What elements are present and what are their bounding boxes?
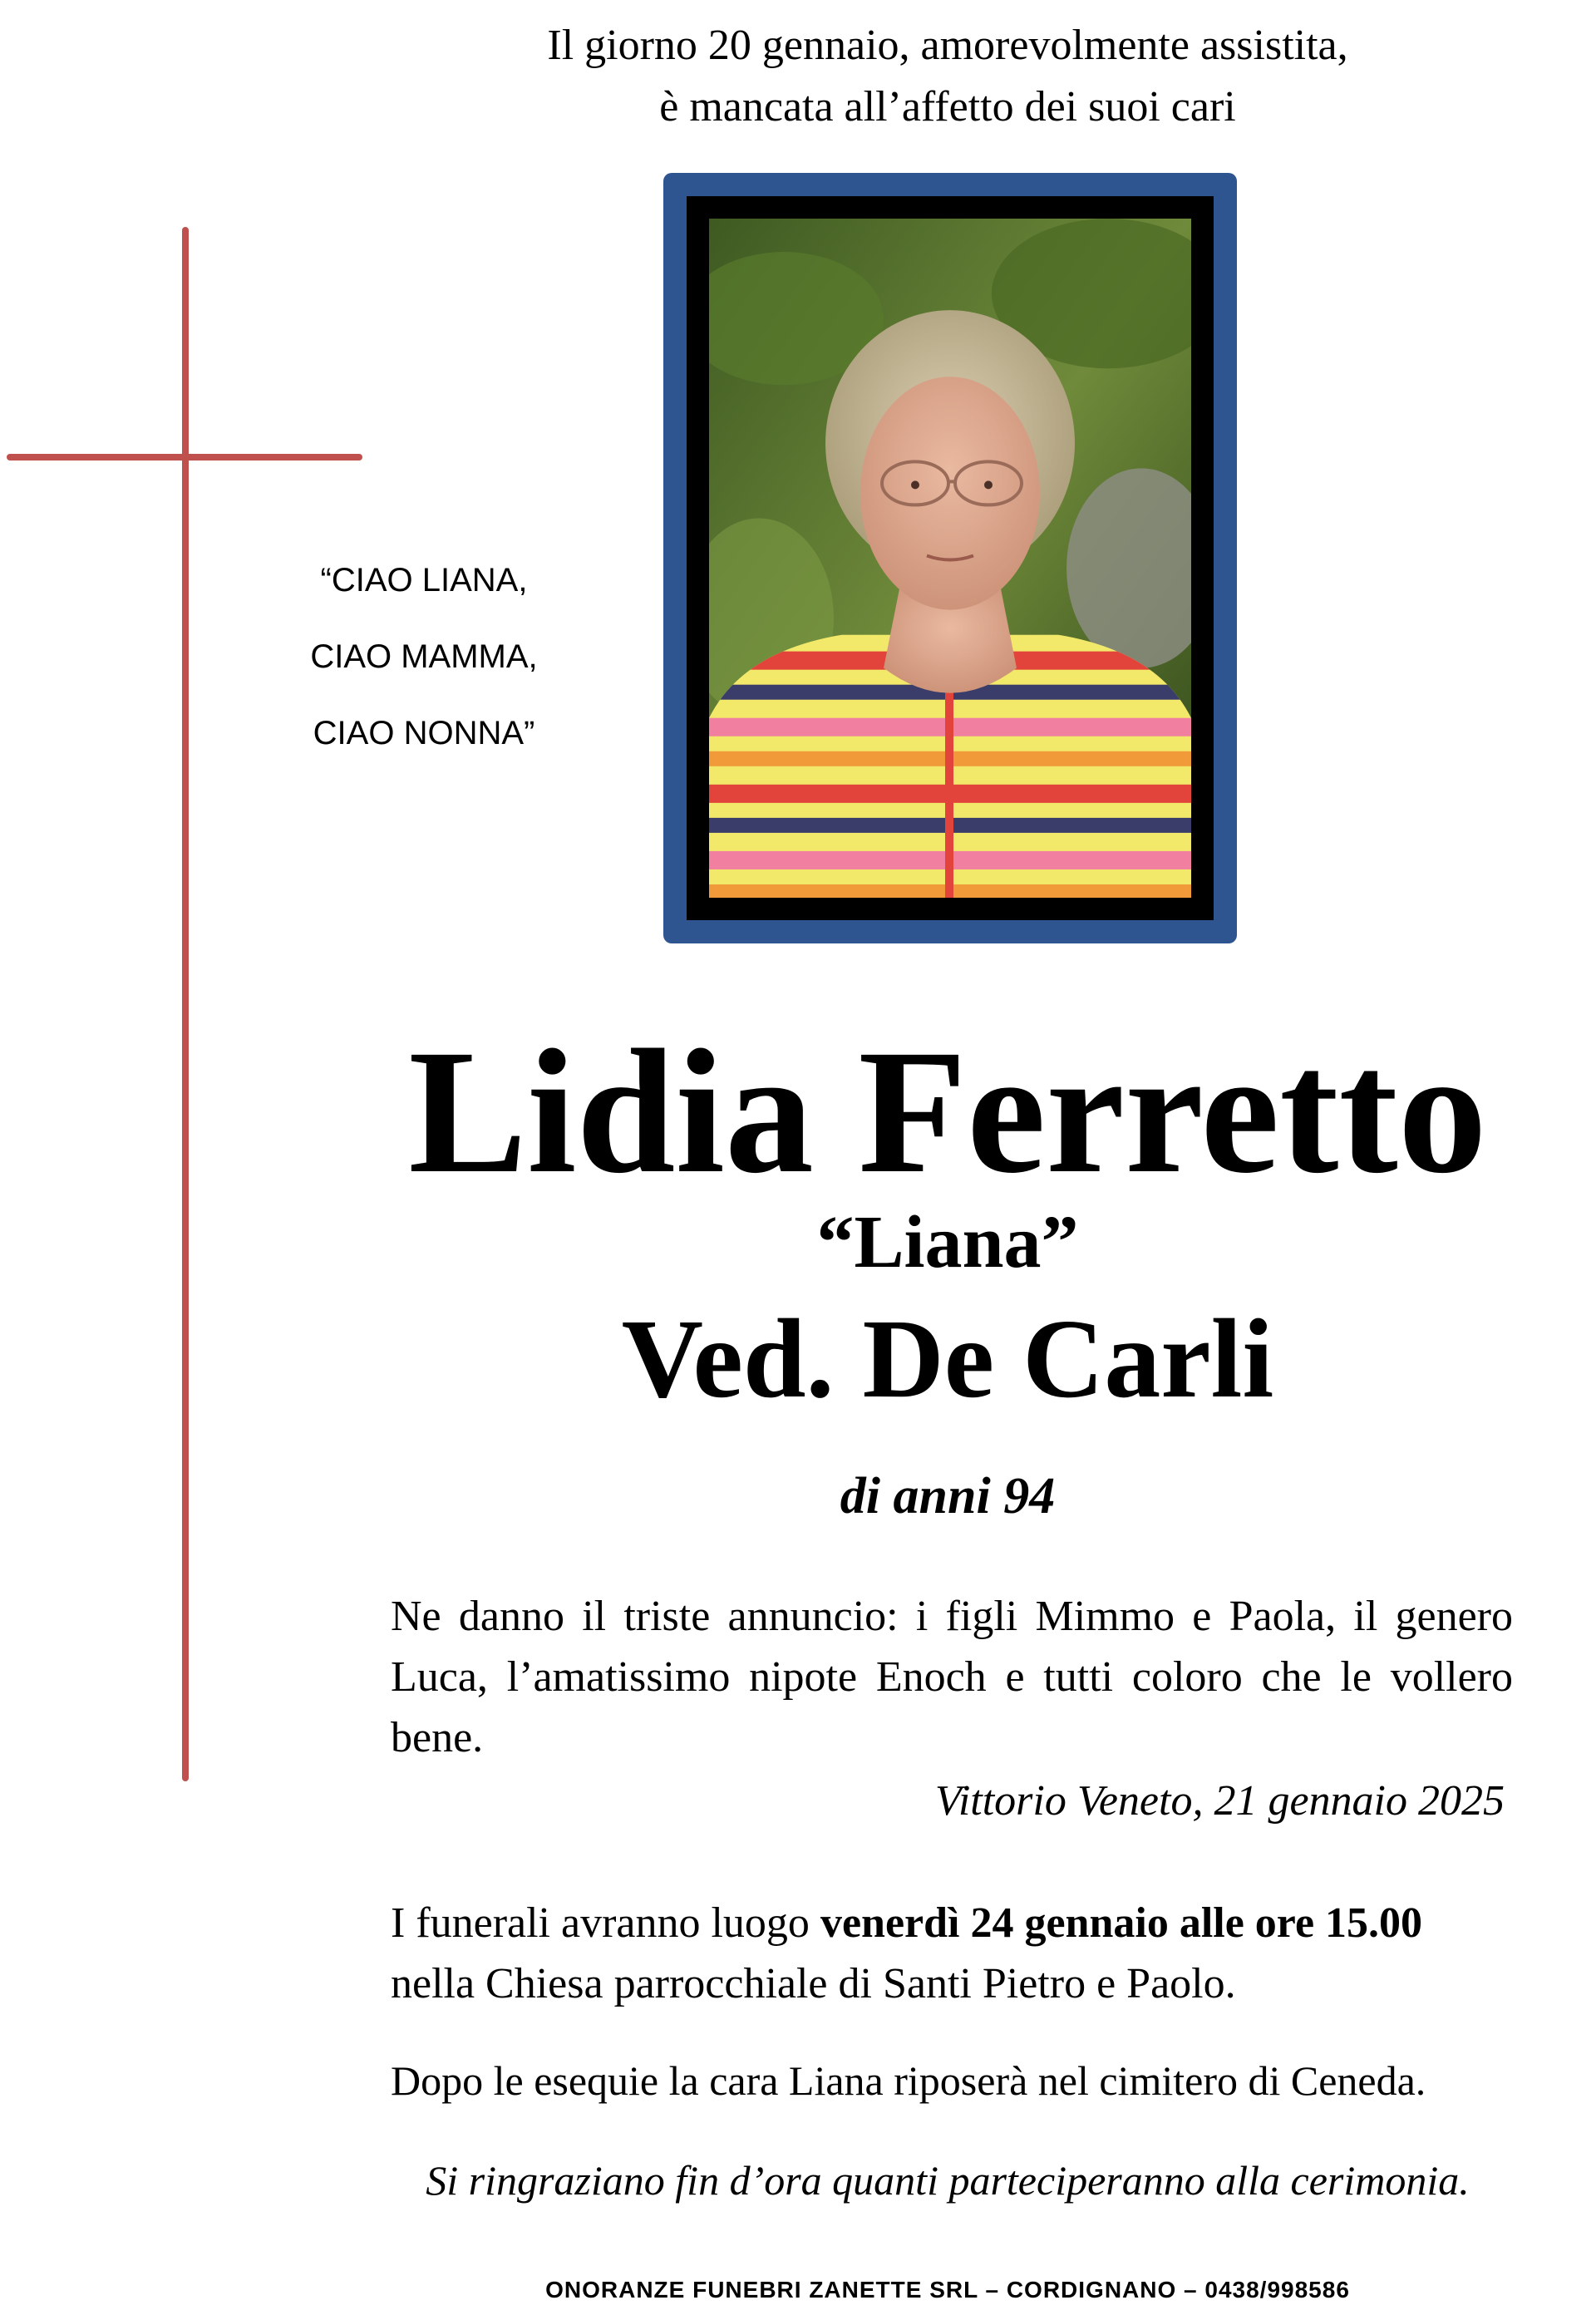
deceased-age: di anni 94 (840, 1468, 1056, 1524)
cross-horizontal-bar (7, 454, 362, 461)
farewell-greeting (274, 542, 574, 771)
widow-of: Ved. De Carli (621, 1297, 1274, 1421)
funeral-info (391, 1893, 1513, 2014)
intro-text (382, 15, 1513, 138)
portrait-photo (709, 219, 1191, 898)
deceased-nickname: “Liana” (816, 1201, 1079, 1283)
deceased-name: Lidia Ferretto (408, 1013, 1487, 1210)
thanks-text: Si ringraziano fin d’ora quanti parteciperanno alla cerimonia. (426, 2157, 1470, 2204)
greeting-line-1: “CIAO LIANA, (320, 562, 528, 598)
portrait-mat (687, 196, 1214, 920)
intro-line-2: è mancata all’affetto dei suoi cari (659, 83, 1236, 131)
greeting-line-2: CIAO MAMMA, (310, 638, 538, 675)
greeting-line-3: CIAO NONNA” (313, 715, 535, 751)
funeral-location: nella Chiesa parrocchiale di Santi Pietro e Paolo. (391, 1960, 1236, 2007)
funeral-home-footer: ONORANZE FUNEBRI ZANETTE SRL – CORDIGNANO – 0438/998586 (545, 2277, 1350, 2303)
burial-info: Dopo le esequie la cara Liana riposerà nel cimitero di Ceneda. (391, 2057, 1426, 2104)
funeral-datetime: venerdì 24 gennaio alle ore 15.00 (820, 1899, 1423, 1947)
intro-line-1: Il giorno 20 gennaio, amorevolmente assistita, (547, 22, 1348, 69)
funeral-prefix: I funerali avranno luogo (391, 1899, 820, 1947)
place-date: Vittorio Veneto, 21 gennaio 2025 (934, 1777, 1505, 1825)
portrait-frame (663, 173, 1237, 943)
announcement-text: Ne danno il triste annuncio: i figli Mimmo e Paola, il genero Luca, l’amatissimo nipote Enoch e tutti coloro che le vollero bene. (391, 1593, 1513, 1761)
portrait-illustration (709, 219, 1191, 898)
